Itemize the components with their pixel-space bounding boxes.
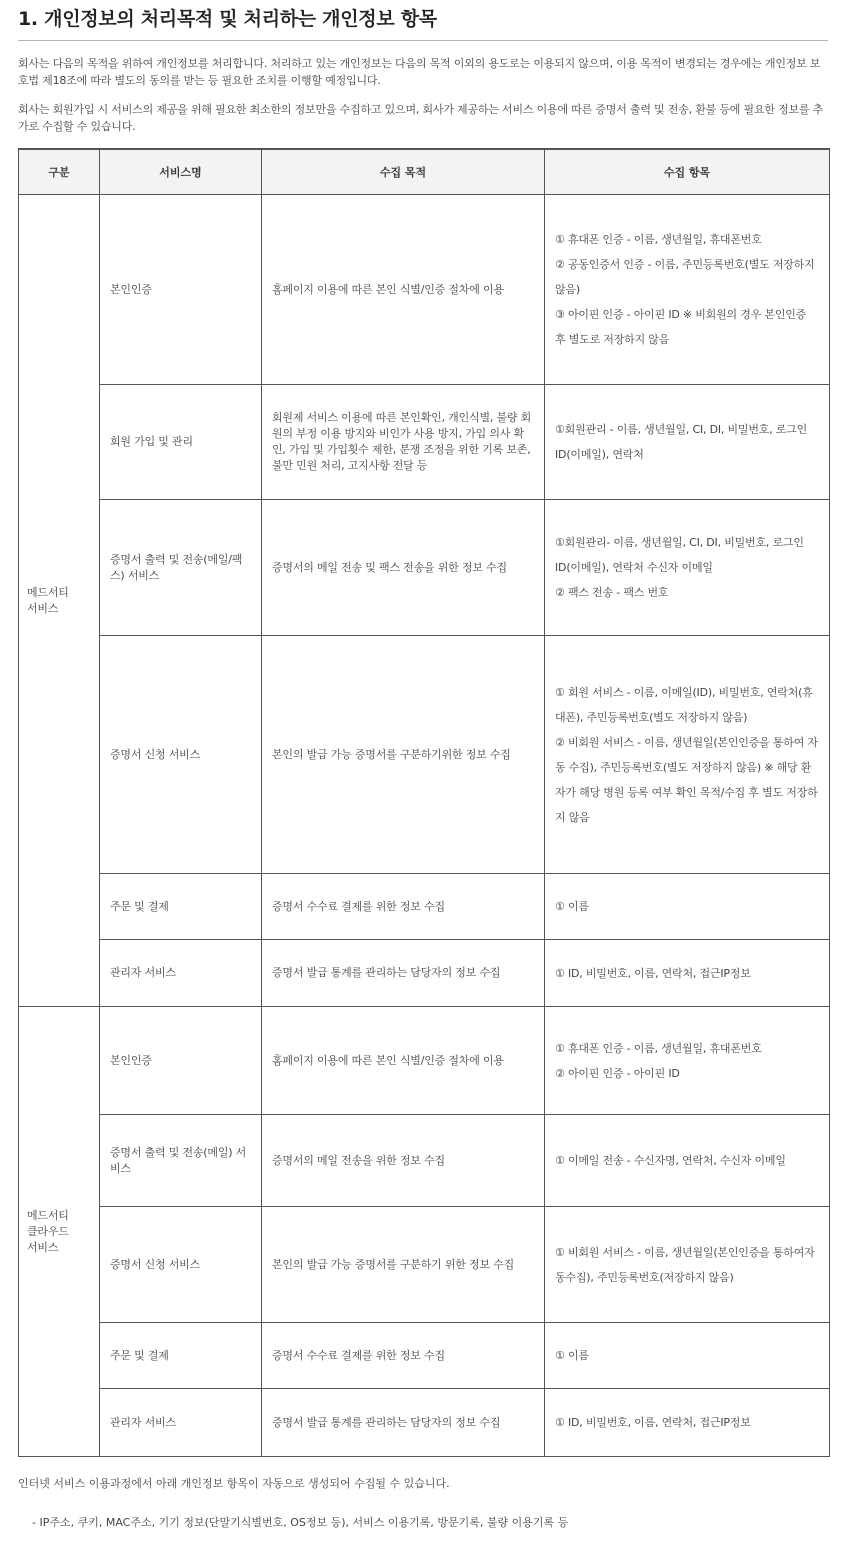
purpose-cell: 증명서 수수료 결제를 위한 정보 수집 — [262, 874, 545, 940]
items-cell — [545, 940, 830, 1007]
table-row — [19, 385, 830, 500]
table-row — [19, 195, 830, 385]
collected-item: ① 비회원 서비스 - 이름, 생년월일(본인인증을 통하여자동수집), 주민등록번호(저장하지 않음) — [555, 1245, 815, 1284]
items-cell — [545, 636, 830, 874]
auto-collection-items: - IP주소, 쿠키, MAC주소, 기기 정보(단말기식별번호, OS정보 등), 서비스 이용기록, 방문기록, 불량 이용기록 등 — [32, 1516, 569, 1529]
collection-table — [18, 148, 830, 1457]
collected-item: ① 휴대폰 인증 - 이름, 생년월일, 휴대폰번호 — [555, 233, 762, 246]
collected-item: ① 이름 — [555, 900, 589, 913]
table-row — [19, 1007, 830, 1115]
table-row — [19, 500, 830, 636]
collected-item: ② 비회원 서비스 - 이름, 생년월일(본인인증을 통하여 자동 수집), 주민등록번호(별도 저장하지 않음) ※ 해당 환자가 해당 병원 등록 여부 확인 목적/수집 후 별도 저장하지 않음 — [555, 735, 818, 824]
items-cell — [545, 1389, 830, 1457]
collected-item: ①회원관리- 이름, 생년월일, CI, DI, 비밀번호, 로그인ID(이메일), 연락처 수신자 이메일 — [555, 536, 804, 574]
purpose-cell: 본인의 발급 가능 증명서를 구분하기 위한 정보 수집 — [262, 1207, 545, 1323]
header-category: 구분 — [19, 149, 100, 195]
section-heading: 1. 개인정보의 처리목적 및 처리하는 개인정보 항목 — [18, 0, 828, 41]
header-purpose: 수집 목적 — [262, 149, 545, 195]
service-cell: 증명서 출력 및 전송(메일/팩스) 서비스 — [100, 500, 262, 636]
table-row — [19, 874, 830, 940]
collected-item: ① 휴대폰 인증 - 이름, 생년월일, 휴대폰번호 — [555, 1041, 762, 1055]
items-cell — [545, 1207, 830, 1323]
collected-item: ① 이메일 전송 - 수신자명, 연락처, 수신자 이메일 — [555, 1154, 786, 1167]
items-cell — [545, 874, 830, 940]
table-row — [19, 1389, 830, 1457]
category-cell: 메드서티 서비스 — [19, 195, 100, 1007]
purpose-cell: 증명서 발급 통계를 관리하는 담당자의 정보 수집 — [262, 940, 545, 1007]
service-cell: 본인인증 — [100, 1007, 262, 1115]
table-row — [19, 1323, 830, 1389]
collected-item: ① ID, 비밀번호, 이름, 연락처, 접근IP정보 — [555, 966, 751, 980]
collected-item: ② 공동인증서 인증 - 이름, 주민등록번호(별도 저장하지 않음) — [555, 258, 815, 296]
service-cell: 주문 및 결제 — [100, 1323, 262, 1389]
collected-item: ① ID, 비밀번호, 이름, 연락처, 접근IP정보 — [555, 1416, 751, 1429]
collected-item: ① 회원 서비스 - 이름, 이메일(ID), 비밀번호, 연락처(휴대폰), 주민등록번호(별도 저장하지 않음) — [555, 685, 813, 724]
items-cell — [545, 1115, 830, 1207]
purpose-cell: 본인의 발급 가능 증명서를 구분하기위한 정보 수집 — [262, 636, 545, 874]
service-cell: 관리자 서비스 — [100, 940, 262, 1007]
service-cell: 증명서 출력 및 전송(메일) 서비스 — [100, 1115, 262, 1207]
table-row — [19, 940, 830, 1007]
items-cell — [545, 385, 830, 500]
table-header-row — [19, 149, 830, 195]
table-row — [19, 636, 830, 874]
service-cell: 증명서 신청 서비스 — [100, 636, 262, 874]
header-items: 수집 항목 — [545, 149, 830, 195]
collected-item: ① 이름 — [555, 1349, 589, 1362]
collected-item: ② 아이핀 인증 - 아이핀 ID — [555, 1066, 680, 1080]
service-cell: 주문 및 결제 — [100, 874, 262, 940]
category-cell: 메드서티 클라우드 서비스 — [19, 1007, 100, 1457]
purpose-cell: 홈페이지 이용에 따른 본인 식별/인증 절차에 이용 — [262, 195, 545, 385]
purpose-cell: 증명서의 메일 전송을 위한 정보 수집 — [262, 1115, 545, 1207]
service-cell: 관리자 서비스 — [100, 1389, 262, 1457]
items-cell — [545, 195, 830, 385]
auto-collection-note: 인터넷 서비스 이용과정에서 아래 개인정보 항목이 자동으로 생성되어 수집될 수 있습니다. — [18, 1477, 450, 1490]
table-body — [19, 195, 830, 1457]
service-cell: 본인인증 — [100, 195, 262, 385]
service-cell: 회원 가입 및 관리 — [100, 385, 262, 500]
collected-item: ② 팩스 전송 - 팩스 번호 — [555, 586, 669, 599]
purpose-cell: 홈페이지 이용에 따른 본인 식별/인증 절차에 이용 — [262, 1007, 545, 1115]
purpose-cell: 증명서의 메일 전송 및 팩스 전송을 위한 정보 수집 — [262, 500, 545, 636]
items-cell — [545, 1007, 830, 1115]
header-service: 서비스명 — [100, 149, 262, 195]
collected-item: ①회원관리 - 이름, 생년월일, CI, DI, 비밀번호, 로그인ID(이메일), 연락처 — [555, 423, 808, 461]
intro-paragraph-1: 회사는 다음의 목적을 위하여 개인정보를 처리합니다. 처리하고 있는 개인정보는 다음의 목적 이외의 용도로는 이용되지 않으며, 이용 목적이 변경되는 경우에는 개인정보 보호법 제18조에 따라 별도의 동의를 받는 등 필요한 조치를 이행할 예정입니다. — [18, 57, 821, 87]
table-row — [19, 1207, 830, 1323]
purpose-cell: 회원제 서비스 이용에 따른 본인확인, 개인식별, 불량 회원의 부정 이용 방지와 비인가 사용 방지, 가입 의사 확인, 가입 및 가입횟수 제한, 분쟁 조정을 위한 기록 보존, 불만 민원 처리, 고지사항 전달 등 — [262, 385, 545, 500]
items-cell — [545, 500, 830, 636]
table-row — [19, 1115, 830, 1207]
collected-item: ③ 아이핀 인증 - 아이핀 ID ※ 비회원의 경우 본인인증 후 별도로 저장하지 않음 — [555, 308, 807, 346]
purpose-cell: 증명서 수수료 결제를 위한 정보 수집 — [262, 1323, 545, 1389]
purpose-cell: 증명서 발급 통계를 관리하는 담당자의 정보 수집 — [262, 1389, 545, 1457]
intro-paragraph-2: 회사는 회원가입 시 서비스의 제공을 위해 필요한 최소한의 정보만을 수집하고 있으며, 회사가 제공하는 서비스 이용에 따른 증명서 출력 및 전송, 환불 등에 필요한 정보를 추가로 수집할 수 있습니다. — [18, 103, 824, 133]
items-cell — [545, 1323, 830, 1389]
service-cell: 증명서 신청 서비스 — [100, 1207, 262, 1323]
